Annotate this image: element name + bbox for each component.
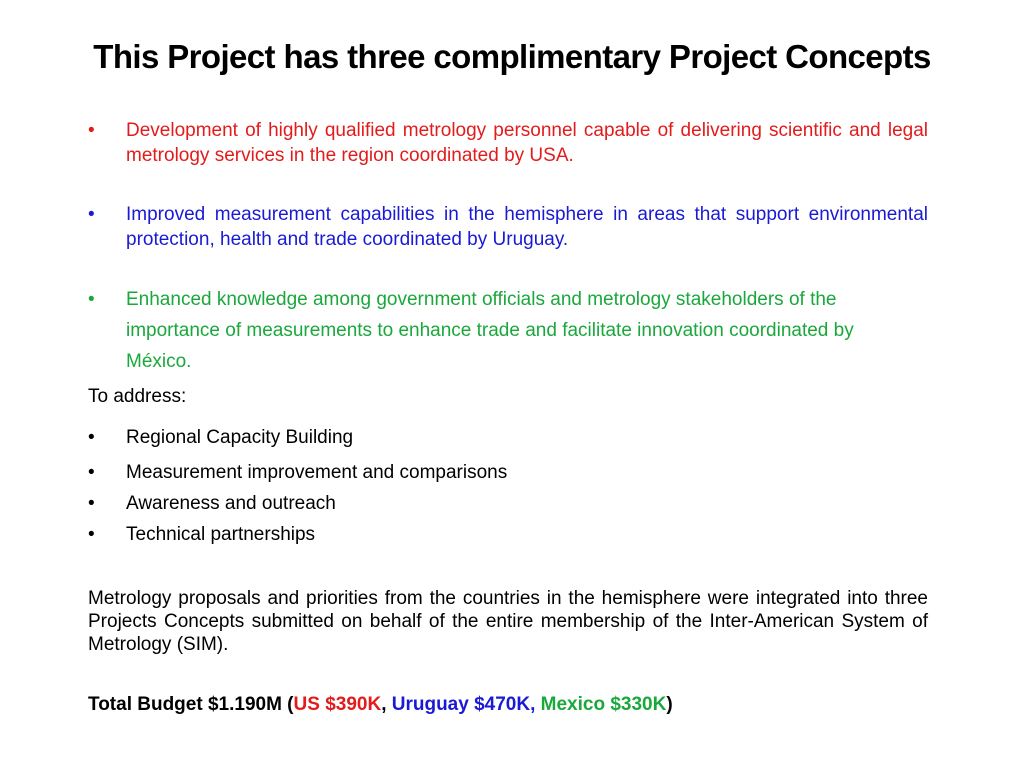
bullet-dot: • [88, 493, 95, 514]
summary-paragraph: Metrology proposals and priorities from the countries in the hemisphere were integrated into three Projects Concepts submitted on behalf of the entire membership of the Inter-American System of Metrology (SIM). [88, 588, 928, 655]
address-item-text: Regional Capacity Building [126, 427, 354, 448]
to-address-label: To address: [88, 386, 187, 407]
address-item-text: Technical partnerships [126, 524, 316, 545]
total-budget [88, 692, 928, 717]
bullet-dot: • [88, 120, 95, 141]
address-item [88, 425, 928, 450]
bullet-dot: • [88, 524, 95, 545]
budget-separator: , [381, 694, 392, 715]
concept-item-mexico [88, 284, 886, 377]
bullet-dot: • [88, 427, 95, 448]
budget-prefix: Total Budget $1.190M ( [88, 694, 294, 715]
budget-uruguay: Uruguay $470K, [391, 694, 536, 715]
slide-content [88, 118, 928, 717]
address-item [88, 460, 928, 485]
concept-text: Development of highly qualified metrology personnel capable of delivering scientific and legal metrology services in the region coordinated by USA. [126, 120, 928, 166]
address-item [88, 491, 928, 516]
budget-mexico: Mexico $330K [540, 694, 667, 715]
address-item-text: Awareness and outreach [126, 493, 336, 514]
budget-us: US $390K [293, 694, 382, 715]
concept-item-uruguay [88, 202, 928, 252]
address-item [88, 522, 928, 547]
bullet-dot: • [88, 204, 95, 225]
address-item-text: Measurement improvement and comparisons [126, 462, 508, 483]
concept-text: Improved measurement capabilities in the hemisphere in areas that support environmental protection, health and trade coordinated by Uruguay. [126, 204, 928, 250]
budget-suffix: ) [666, 694, 673, 715]
concept-item-usa [88, 118, 928, 168]
bullet-dot: • [88, 462, 95, 483]
concept-text: Enhanced knowledge among government officials and metrology stakeholders of the importance of measurements to enhance trade and facilitate innovation coordinated by México. [126, 289, 854, 372]
bullet-dot: • [88, 289, 95, 310]
slide-title: This Project has three complimentary Project Concepts [93, 38, 931, 75]
